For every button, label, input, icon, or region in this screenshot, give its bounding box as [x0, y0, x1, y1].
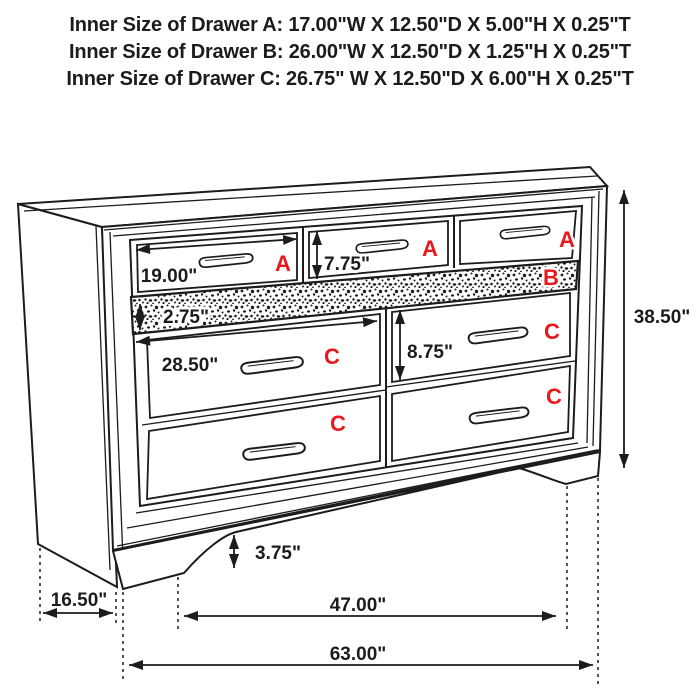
header-line-drawer-c: Inner Size of Drawer C: 26.75" W X 12.50"D X 6.00"H X 0.25"T [66, 68, 634, 90]
dim-label-drawer-a-height: 7.75" [324, 254, 370, 275]
dim-label-overall-height: 38.50" [633, 307, 691, 328]
label-drawer-a-middle: A [422, 236, 438, 261]
dim-label-drawer-c-height: 8.75" [407, 342, 453, 363]
dim-label-drawer-b-height: 2.75" [163, 307, 209, 328]
dresser-side-panel [18, 204, 117, 587]
dim-label-drawer-c-width: 28.50" [161, 355, 219, 376]
label-drawer-b: B [543, 265, 559, 290]
header-line-drawer-b: Inner Size of Drawer B: 26.00"W X 12.50"D X 1.25"H X 0.25"T [69, 41, 631, 63]
label-drawer-c-right-bottom: C [546, 384, 562, 409]
dim-label-side-depth: 16.50" [50, 590, 108, 611]
label-drawer-c-left-top: C [324, 344, 340, 369]
header-line-drawer-a: Inner Size of Drawer A: 17.00"W X 12.50"D X 5.00"H X 0.25"T [69, 14, 631, 36]
label-drawer-c-left-bottom: C [330, 411, 346, 436]
dim-label-overall-width: 63.00" [329, 644, 387, 665]
dim-label-foot-height: 3.75" [255, 543, 301, 564]
label-drawer-a-right: A [559, 227, 575, 252]
dim-label-drawer-a-width: 19.00" [140, 266, 198, 287]
dim-label-inner-width: 47.00" [329, 595, 387, 616]
label-drawer-c-right-top: C [544, 319, 560, 344]
label-drawer-a-left: A [275, 251, 291, 276]
dresser-drawing [18, 167, 607, 589]
